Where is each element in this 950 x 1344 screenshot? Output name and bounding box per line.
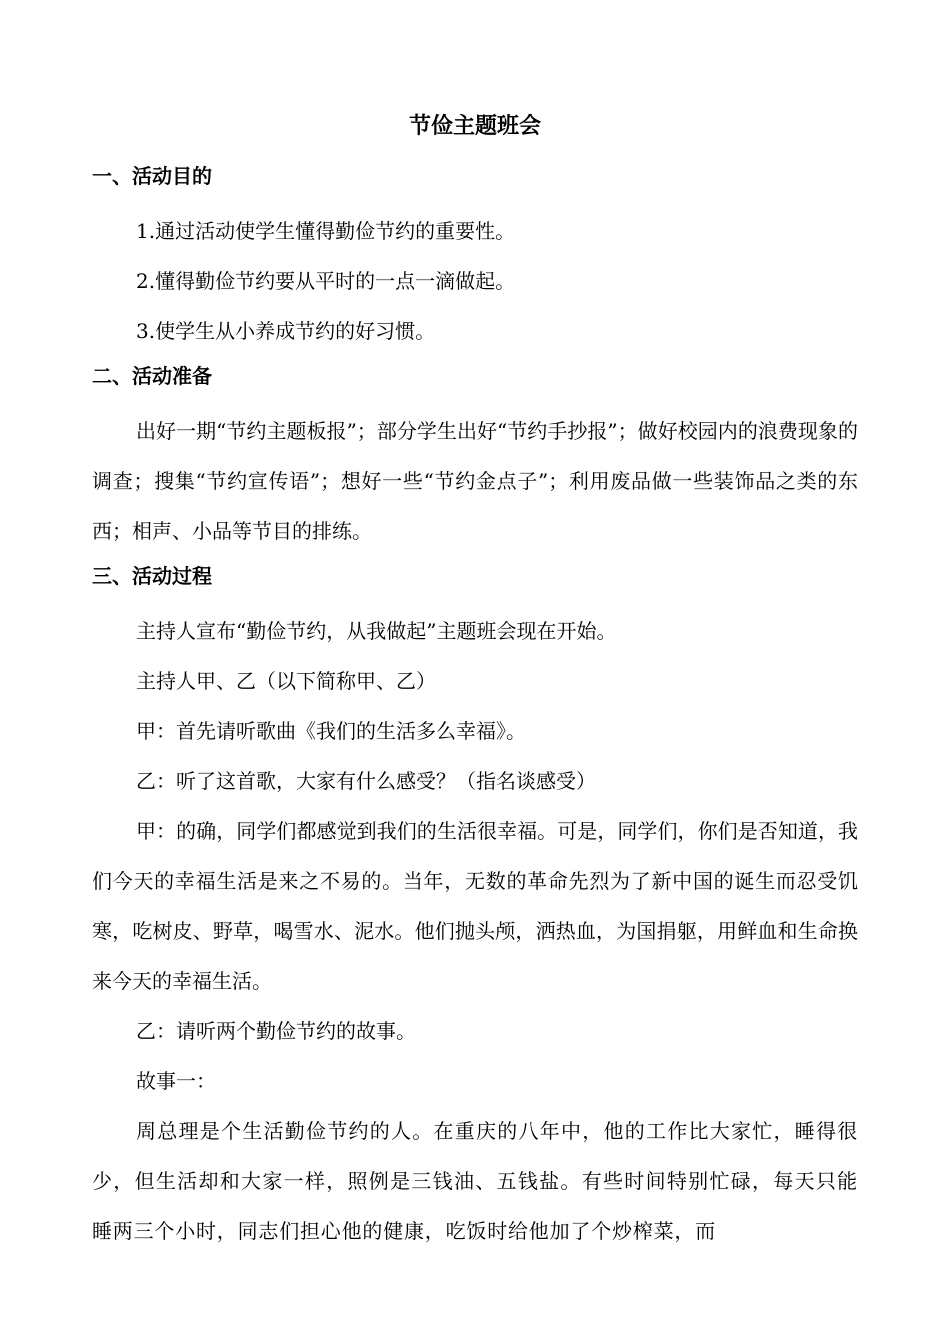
document-title: 节俭主题班会 — [408, 114, 541, 139]
paragraph: 甲：首先请听歌曲《我们的生活多么幸福》。 — [136, 719, 526, 743]
paragraph: 主持人宣布“勤俭节约，从我做起”主题班会现在开始。 — [136, 619, 617, 643]
paragraph: 1.通过活动使学生懂得勤俭节约的重要性。 — [136, 219, 516, 243]
paragraph: 故事一： — [136, 1069, 216, 1093]
section-heading-process: 三、活动过程 — [92, 564, 212, 588]
paragraph: 甲：的确，同学们都感觉到我们的生活很幸福。可是，同学们，你们是否知道，我们今天的幸福生活是来之不易的。当年，无数的革命先烈为了新中国的诞生而忍受饥寒，吃树皮、野草，喝雪水、泥水。他们抛头颅，洒热血，为国捐躯，用鲜血和生命换来今天的幸福生活。 — [92, 819, 858, 993]
paragraph: 乙：请听两个勤俭节约的故事。 — [136, 1019, 416, 1043]
paragraph: 出好一期“节约主题板报”；部分学生出好“节约手抄报”；做好校园内的浪费现象的调查；搜集“节约宣传语”；想好一些“节约金点子”；利用废品做一些装饰品之类的东西；相声、小品等节目的排练。 — [92, 419, 858, 543]
paragraph: 周总理是个生活勤俭节约的人。在重庆的八年中，他的工作比大家忙，睡得很少，但生活却和大家一样，照例是三钱油、五钱盐。有些时间特别忙碌，每天只能睡两三个小时，同志们担心他的健康，吃饭时给他加了个炒榨菜，而 — [92, 1119, 858, 1243]
section-heading-preparation: 二、活动准备 — [92, 364, 212, 388]
paragraph: 主持人甲、乙（以下简称甲、乙） — [136, 669, 436, 693]
paragraph: 乙：听了这首歌，大家有什么感受？（指名谈感受） — [136, 769, 596, 793]
paragraph: 3.使学生从小养成节约的好习惯。 — [136, 319, 436, 343]
section-heading-purpose: 一、活动目的 — [92, 164, 212, 188]
paragraph: 2.懂得勤俭节约要从平时的一点一滴做起。 — [136, 269, 516, 293]
document-body — [92, 156, 858, 1256]
